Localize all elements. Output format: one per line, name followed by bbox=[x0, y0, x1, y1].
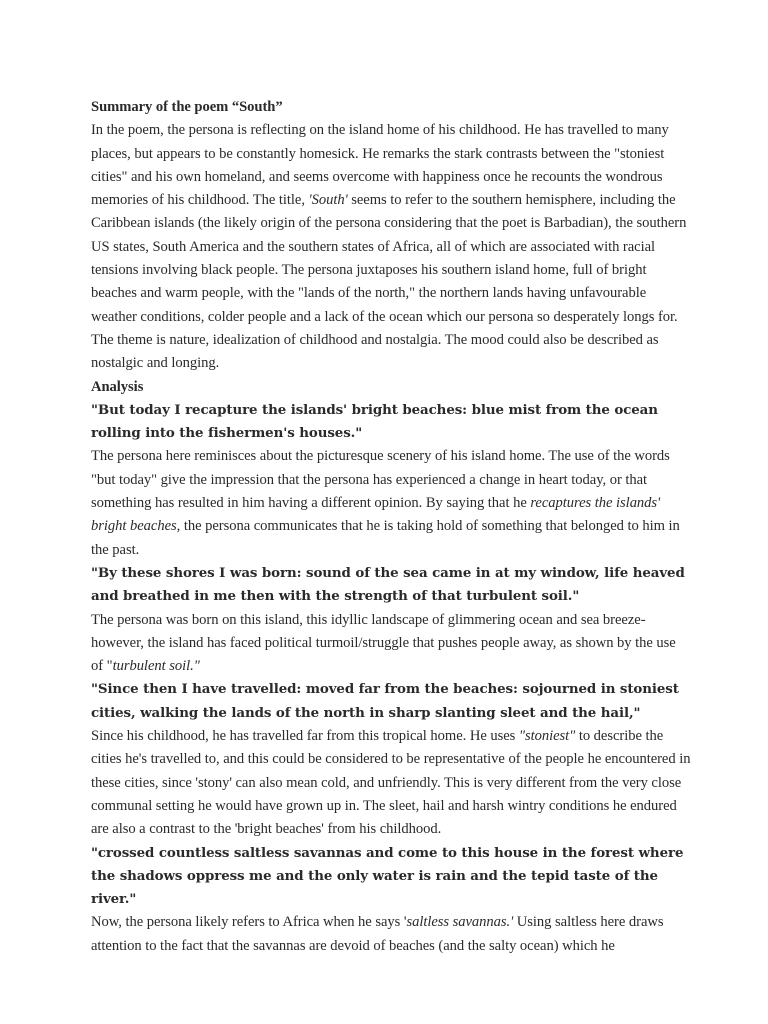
analysis-paragraph-3: Since his childhood, he has travelled far from this tropical home. He uses "stoniest" to describe the cities he's travelled to, and this could be considered to be representative of the people he encountered in these cities, since 'stony' can also mean cold, and unfriendly. This is very different from the very close communal setting he would have grown up in. The sleet, hail and harsh wintry conditions he endured are also a contrast to the 'bright beaches' from his childhood. bbox=[91, 728, 691, 838]
poem-quote-3: "Since then I have travelled: moved far from the beaches: sojourned in stoniest cities, walking the lands of the north in sharp slanting sleet and the hail," bbox=[91, 681, 679, 721]
analysis-paragraph-2: The persona was born on this island, this idyllic landscape of glimmering ocean and sea breeze- however, the island has faced political turmoil/struggle that pushes people away, as shown by the use of "turbulent soil." bbox=[91, 611, 676, 675]
analysis-paragraph-1: The persona here reminisces about the picturesque scenery of his island home. The use of the words "but today" give the impression that the persona has experienced a change in heart today, or that something has resulted in him having a different opinion. By saying that he recaptures the islands' bright beaches, the persona communicates that he is taking hold of something that belonged to him in the past. bbox=[91, 448, 680, 558]
title-emphasis: 'South' bbox=[308, 192, 348, 209]
page-title: Summary of the poem “South” bbox=[91, 99, 283, 115]
section-heading-analysis: Analysis bbox=[91, 378, 144, 395]
poem-quote-1: "But today I recapture the islands' bright beaches: blue mist from the ocean rolling into the fishermen's houses." bbox=[91, 401, 658, 442]
summary-paragraph: In the poem, the persona is reflecting on the island home of his childhood. He has travelled to many places, but appears to be constantly homesick. He remarks the stark contrasts between the "stoniest cities" and his own homeland, and seems overcome with happiness once he recounts the wondrous memories of his childhood. The title, 'South' seems to refer to the southern hemisphere, including the Caribbean islands (the likely origin of the persona considering that the poet is Barbadian), the southern US states, South America and the southern states of Africa, all of which are associated with racial tensions involving black people. The persona juxtaposes his southern island home, full of bright beaches and warm people, with the "lands of the north," the northern lands having unfavourable weather conditions, colder people and a lack of the ocean which our persona so desperately longs for. The theme is nature, idealization of childhood and nostalgia. The mood could also be described as nostalgic and longing. bbox=[91, 122, 687, 372]
poem-quote-2: "By these shores I was born: sound of the sea came in at my window, life heaved and breathed in me then with the strength of that turbulent soil." bbox=[91, 564, 685, 605]
poem-quote-4: "crossed countless saltless savannas and come to this house in the forest where the shadows oppress me and the only water is rain and the tepid taste of the river." bbox=[91, 844, 684, 908]
analysis-paragraph-4: Now, the persona likely refers to Africa when he says 'saltless savannas.' Using saltless here draws attention to the fact that the savannas are devoid of beaches (and the salty ocean) which he bbox=[91, 914, 664, 954]
document-body bbox=[91, 96, 691, 958]
